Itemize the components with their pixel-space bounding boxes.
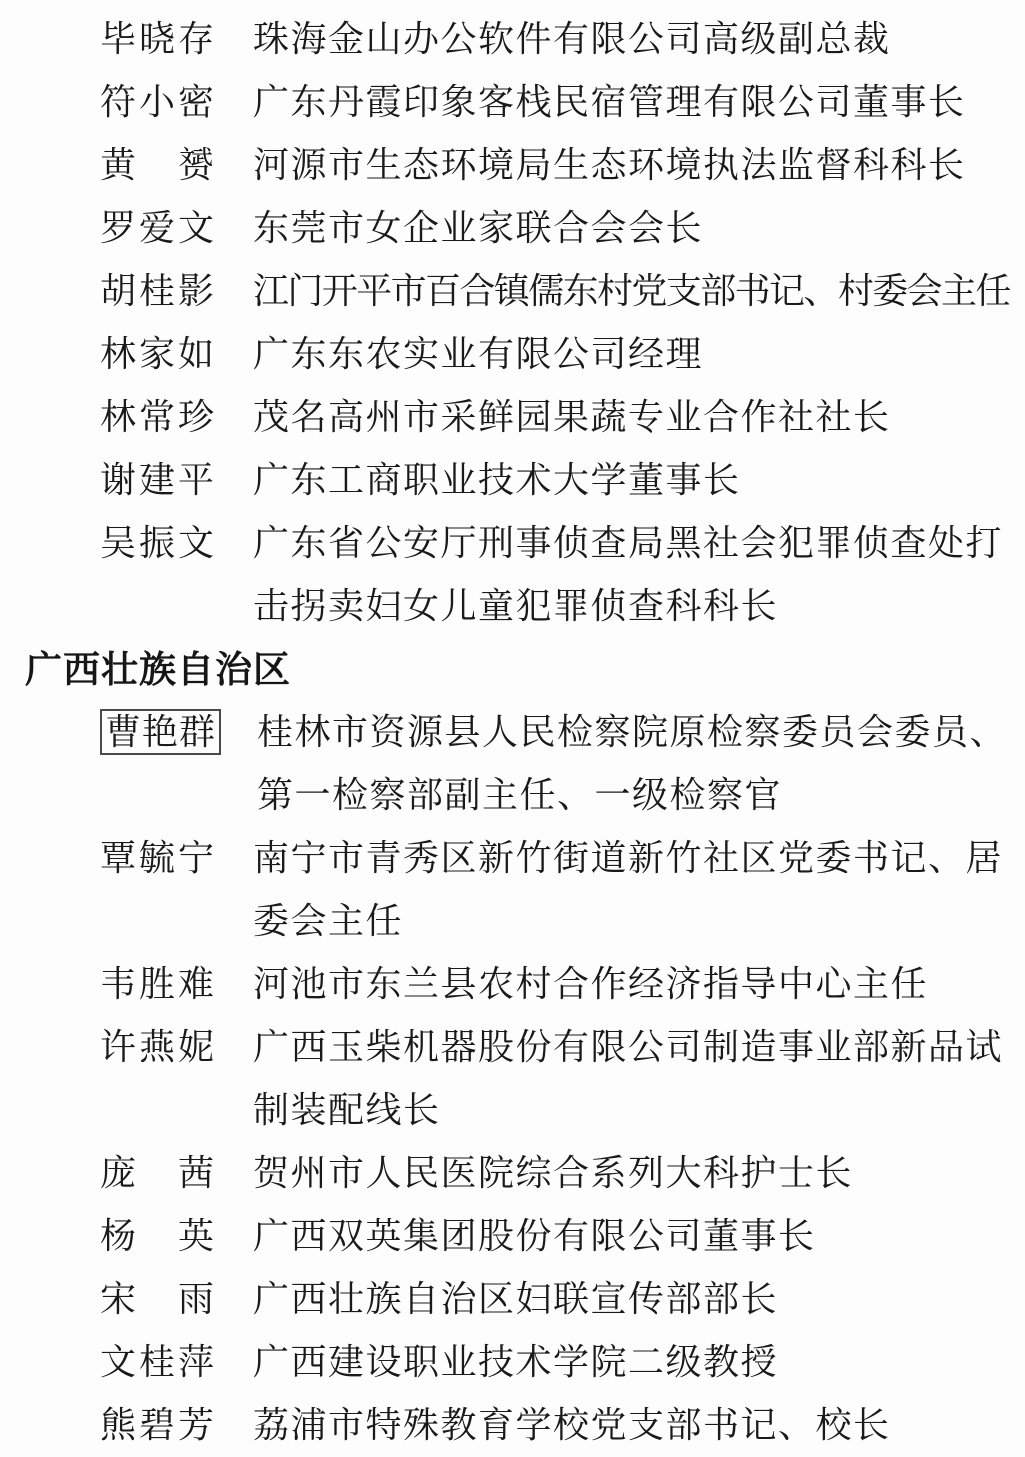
person-name: [100, 1331, 217, 1394]
person-title: [253, 134, 1013, 197]
person-name: [100, 8, 217, 71]
entry-row: [0, 512, 1025, 638]
person-title-text: 桂林市资源县人民检察院原检察委员会委员、第一检察部副主任、一级检察官: [257, 712, 1008, 815]
entry-row: [0, 1016, 1025, 1142]
entry-row: [0, 386, 1025, 449]
person-title: [253, 1142, 1013, 1205]
person-name-text: 罗爱文: [100, 208, 218, 248]
entry-row: [0, 8, 1025, 71]
person-name: [100, 449, 217, 512]
boxed-name-text: 曹艳群: [100, 709, 221, 755]
region-section-continued: [0, 8, 1025, 638]
person-title: [253, 197, 1013, 260]
person-name: [100, 1394, 217, 1457]
person-name: [100, 197, 217, 260]
person-name: [100, 1016, 217, 1079]
person-name-text: 林家如: [100, 334, 218, 374]
section-header: 广西壮族自治区: [25, 649, 291, 690]
person-name-text: 黄 赟: [100, 145, 218, 185]
person-title-text: 珠海金山办公软件有限公司高级副总裁: [253, 19, 891, 59]
person-name: [100, 1268, 217, 1331]
person-title: [257, 701, 1017, 827]
entry-row: [0, 953, 1025, 1016]
person-title-text: 贺州市人民医院综合系列大科护士长: [253, 1153, 854, 1193]
person-title: [253, 386, 1013, 449]
person-name-text: 林常珍: [100, 397, 218, 437]
person-name: [100, 386, 217, 449]
person-title: [253, 323, 1013, 386]
person-title: [253, 512, 1013, 638]
person-title: [253, 260, 1013, 323]
entry-row: [0, 1331, 1025, 1394]
person-title-text: 茂名高州市采鲜园果蔬专业合作社社长: [253, 397, 891, 437]
person-name: [100, 71, 217, 134]
person-name-text: 吴振文: [100, 523, 218, 563]
person-title: [253, 449, 1013, 512]
person-title: [253, 1268, 1013, 1331]
entry-row: [0, 71, 1025, 134]
person-title-text: 广东省公安厅刑事侦查局黑社会犯罪侦查处打击拐卖妇女儿童犯罪侦查科科长: [253, 523, 1004, 626]
person-name-text: 胡桂影: [100, 271, 218, 311]
person-name-text: 文桂萍: [100, 1342, 218, 1382]
entry-row: [0, 260, 1025, 323]
person-title-text: 河源市生态环境局生态环境执法监督科科长: [253, 145, 966, 185]
region-section-guangxi: [0, 638, 1025, 1457]
entry-row: [0, 1268, 1025, 1331]
person-title: [253, 8, 1013, 71]
entry-row: [0, 827, 1025, 953]
person-name: [100, 260, 217, 323]
person-name: [100, 1142, 217, 1205]
entry-row: [0, 323, 1025, 386]
person-name: [100, 323, 217, 386]
person-name-text: 熊碧芳: [100, 1405, 218, 1445]
entry-row: [0, 134, 1025, 197]
person-title: [253, 1331, 1013, 1394]
person-title-text: 广东丹霞印象客栈民宿管理有限公司董事长: [253, 82, 966, 122]
person-title: [253, 1394, 1013, 1457]
person-title: [253, 827, 1013, 953]
person-name-text: 覃毓宁: [100, 838, 218, 878]
entry-row: [0, 1142, 1025, 1205]
person-name-text: 谢建平: [100, 460, 218, 500]
person-name: [100, 1205, 217, 1268]
person-title-text: 河池市东兰县农村合作经济指导中心主任: [253, 964, 929, 1004]
person-name: [100, 512, 217, 575]
person-title-text: 广西双英集团股份有限公司董事长: [253, 1216, 816, 1256]
person-name-text: 庞 茜: [100, 1153, 218, 1193]
person-title-text: 广东工商职业技术大学董事长: [253, 460, 741, 500]
person-title: [253, 953, 1013, 1016]
person-name: [100, 827, 217, 890]
person-name: [100, 701, 221, 764]
person-title-text: 广西壮族自治区妇联宣传部部长: [253, 1279, 779, 1319]
entry-row: [0, 449, 1025, 512]
person-name-text: 符小密: [100, 82, 218, 122]
entry-row: [0, 701, 1025, 827]
entry-row: [0, 1394, 1025, 1457]
person-name-text: 杨 英: [100, 1216, 218, 1256]
person-name: [100, 134, 217, 197]
person-title-text: 广东东农实业有限公司经理: [253, 334, 704, 374]
person-name-text: 许燕妮: [100, 1027, 218, 1067]
person-title-text: 广西玉柴机器股份有限公司制造事业部新品试制装配线长: [253, 1027, 1004, 1130]
person-name-text: 毕晓存: [100, 19, 218, 59]
person-title-text: 南宁市青秀区新竹街道新竹社区党委书记、居委会主任: [253, 838, 1004, 941]
person-title-text: 东莞市女企业家联合会会长: [253, 208, 704, 248]
person-title-text: 广西建设职业技术学院二级教授: [253, 1342, 779, 1382]
person-title: [253, 71, 1013, 134]
person-name-text: 韦胜难: [100, 964, 218, 1004]
person-title: [253, 1016, 1013, 1142]
entry-row: [0, 1205, 1025, 1268]
person-name-text: 宋 雨: [100, 1279, 218, 1319]
person-title-text: 江门开平市百合镇儒东村党支部书记、村委会主任: [253, 271, 1010, 311]
person-title: [253, 1205, 1013, 1268]
person-title-text: 荔浦市特殊教育学校党支部书记、校长: [253, 1405, 891, 1445]
entry-row: [0, 197, 1025, 260]
person-name: [100, 953, 217, 1016]
